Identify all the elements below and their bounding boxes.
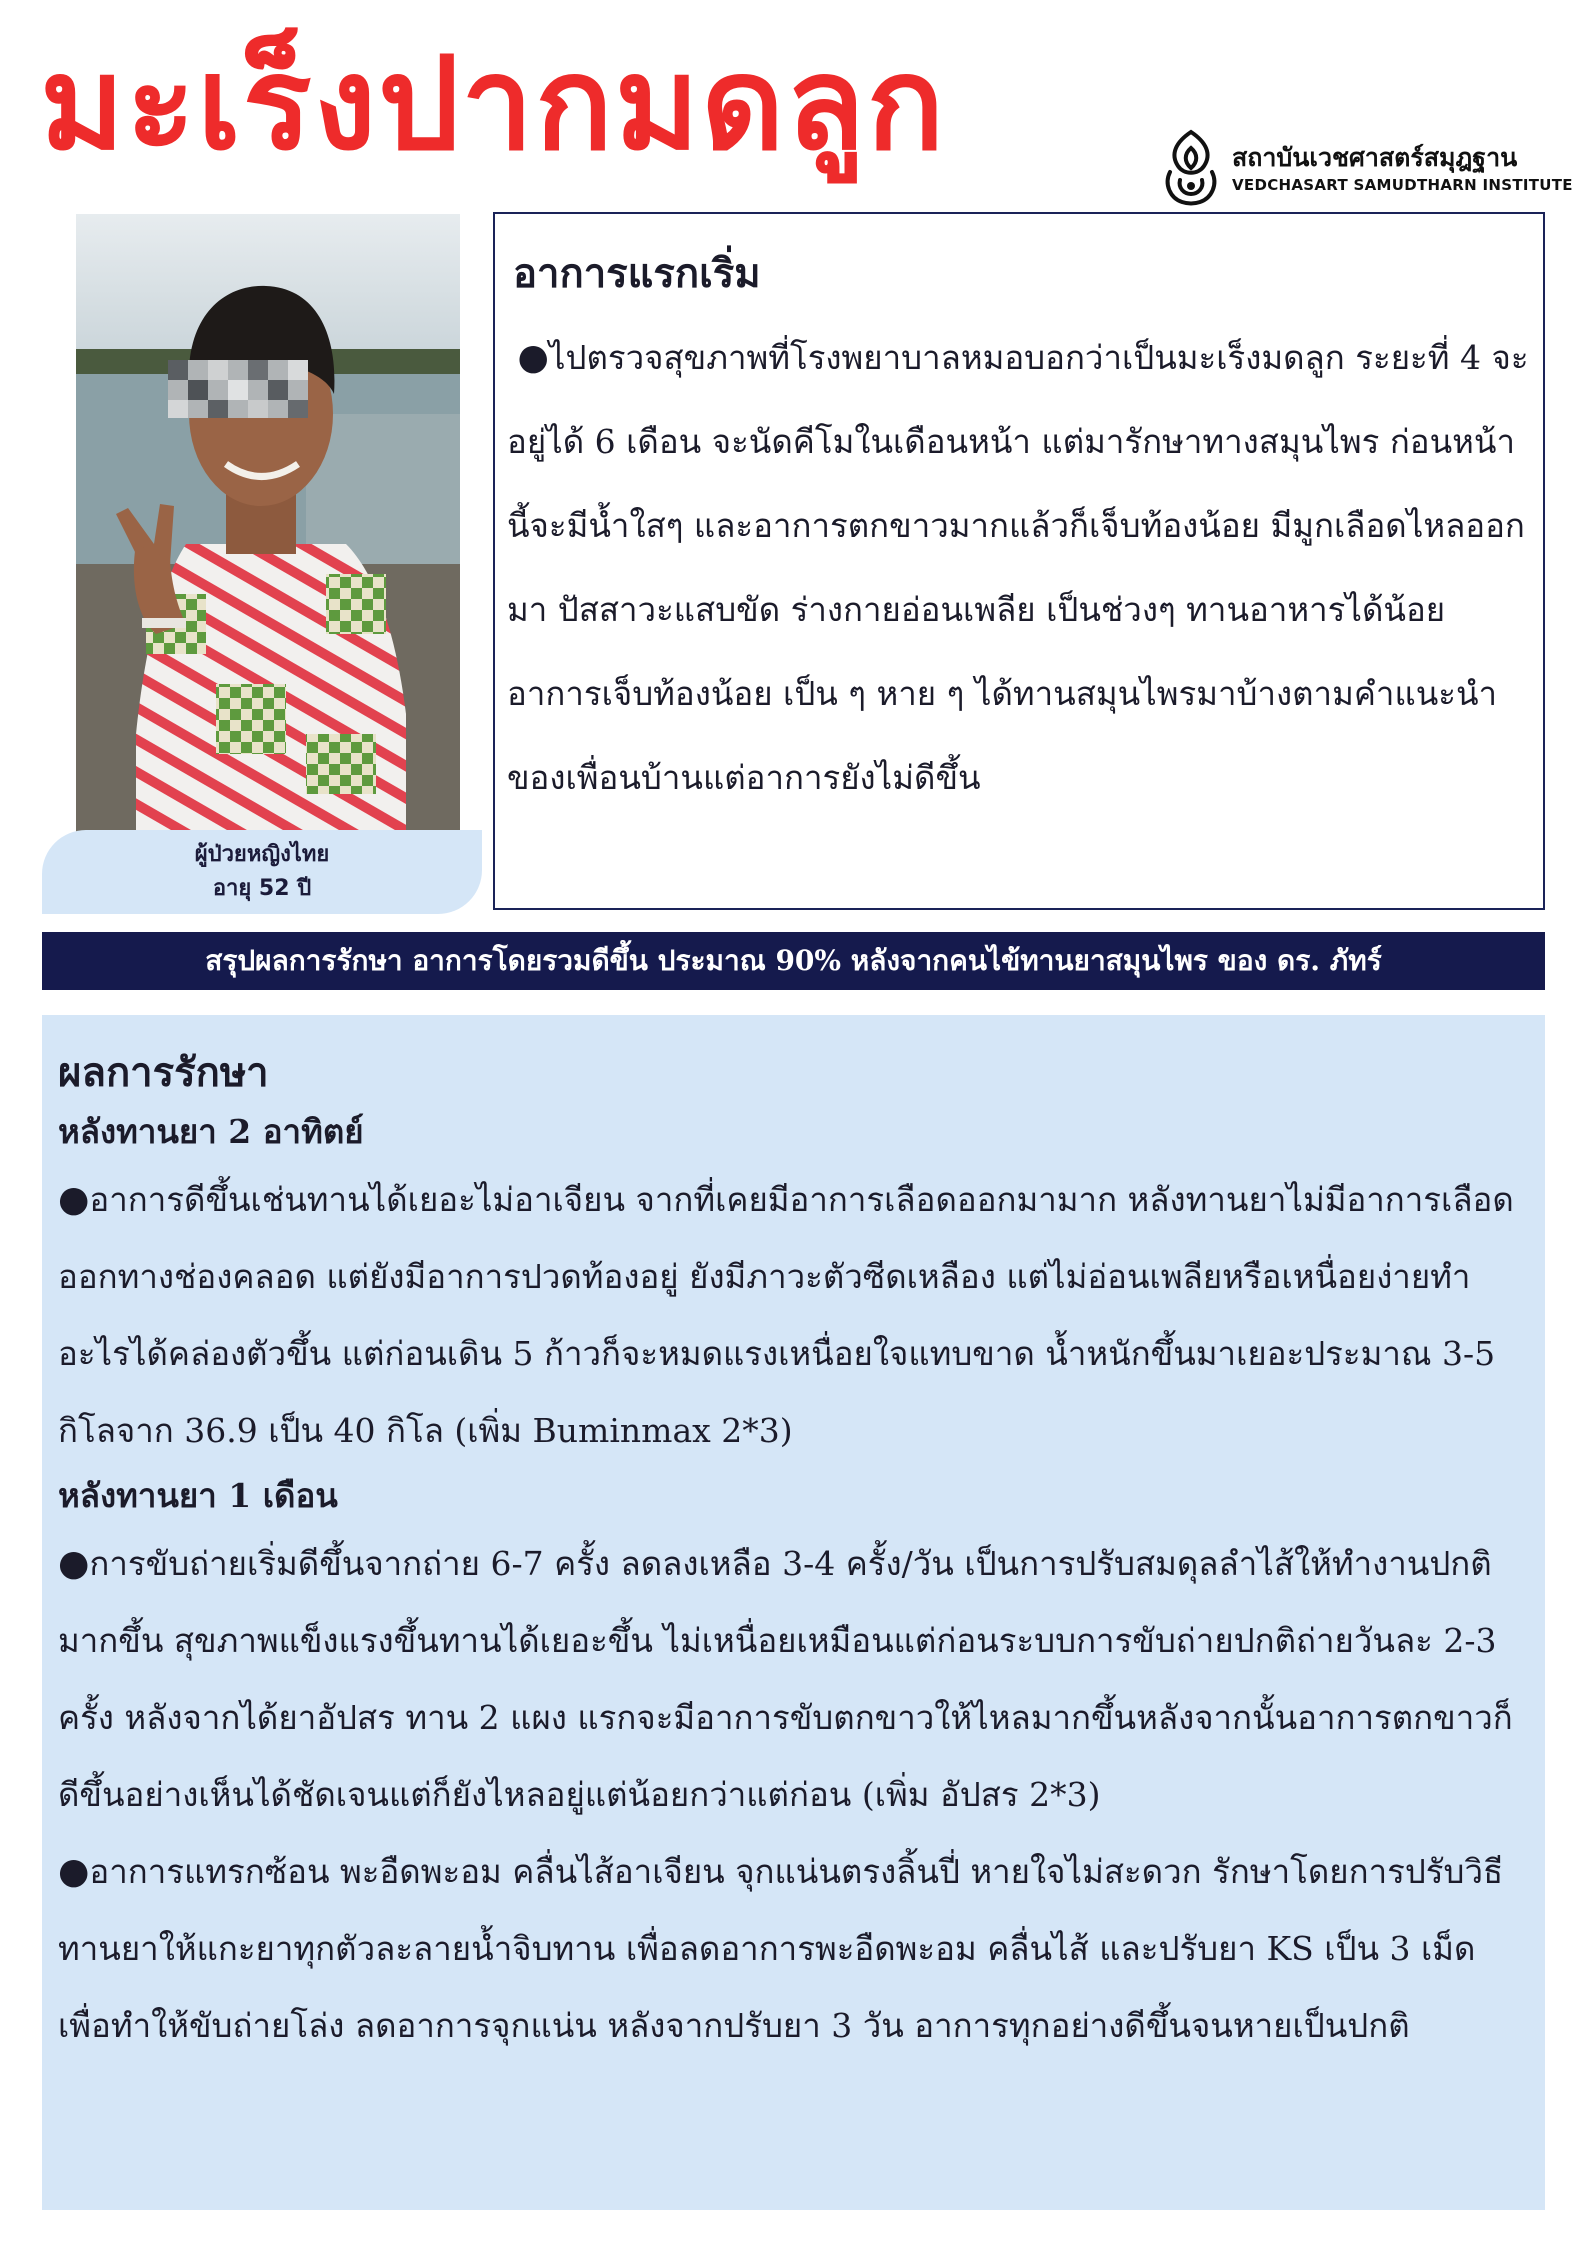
initial-symptoms-heading: อาการแรกเริ่ม: [513, 250, 761, 297]
result-text-2-weeks: อาการดีขึ้นเช่นทานได้เยอะไม่อาเจียน จากที่เคยมีอาการเลือดออกมามาก หลังทานยาไม่มีอาการเลือดออกทางช่องคลอด แต่ยังมีอาการปวดท้องอยู่ ยังมีภาวะตัวซีดเหลือง แต่ไม่อ่อนเพลียหรือเหนื่อยง่ายทำอะไรได้คล่องตัวขึ้น แต่ก่อนเดิน 5 ก้าวก็จะหมดแรงเหนื่อยใจแทบขาด น้ำหนักขึ้นมาเยอะประมาณ 3-5 กิโลจาก 36.9 เป็น 40 กิโล (เพิ่ม Buminmax 2*3): [58, 1180, 1514, 1450]
institute-name-th: สถาบันเวชศาสตร์สมุฎฐาน: [1232, 143, 1518, 172]
patient-photo: [76, 214, 460, 832]
period-label-2-weeks: หลังทานยา 2 อาทิตย์: [58, 1112, 364, 1151]
period-label-1-month: หลังทานยา 1 เดือน: [58, 1476, 338, 1515]
initial-symptoms-body: ไปตรวจสุขภาพที่โรงพยาบาลหมอบอกว่าเป็นมะเร็งมดลูก ระยะที่ 4 จะอยู่ได้ 6 เดือน จะนัดคีโมในเดือนหน้า แต่มารักษาทางสมุนไพร ก่อนหน้านี้จะมีน้ำใสๆ และอาการตกขาวมากแล้วก็เจ็บท้องน้อย มีมูกเลือดไหลออกมา ปัสสาวะแสบขัด ร่างกายอ่อนเพลีย เป็นช่วงๆ ทานอาหารได้น้อยอาการเจ็บท้องน้อย เป็น ๆ หาย ๆ ได้ทานสมุนไพรมาบ้างตามคำแนะนำของเพื่อนบ้านแต่อาการยังไม่ดีขึ้น: [507, 338, 1529, 797]
result-paragraph-2-weeks: [58, 1161, 1529, 1469]
bullet-icon: ●: [58, 1179, 90, 1220]
patient-photo-image: [76, 214, 460, 832]
patient-caption-gender: ผู้ป่วยหญิงไทย: [194, 842, 330, 867]
bullet-icon: ●: [517, 337, 549, 378]
bullet-icon: ●: [58, 1543, 90, 1584]
result-paragraph-1-month-a: [58, 1525, 1529, 1833]
institute-emblem-icon: [1160, 128, 1222, 208]
institute-name-en: VEDCHASART SAMUDTHARN INSTITUTE: [1232, 176, 1573, 194]
patient-caption-age: อายุ 52 ปี: [212, 876, 312, 901]
initial-symptoms-text: [507, 316, 1529, 820]
treatment-summary-banner: สรุปผลการรักษา อาการโดยรวมดีขึ้น ประมาณ 90% หลังจากคนไข้ทานยาสมุนไพร ของ ดร. ภัทร์: [42, 932, 1545, 990]
treatment-results-heading: ผลการรักษา: [58, 1049, 269, 1096]
result-text-1-month-b: อาการแทรกซ้อน พะอืดพะอม คลื่นไส้อาเจียน จุกแน่นตรงลิ้นปี่ หายใจไม่สะดวก รักษาโดยการปรับวิธีทานยาให้แกะยาทุกตัวละลายน้ำจิบทาน เพื่อลดอาการพะอืดพะอม คลื่นไส้ และปรับยา KS เป็น 3 เม็ด เพื่อทำให้ขับถ่ายโล่ง ลดอาการจุกแน่น หลังจากปรับยา 3 วัน อาการทุกอย่างดีขึ้นจนหายเป็นปกติ: [58, 1852, 1504, 2045]
initial-symptoms-box: [493, 212, 1545, 910]
bullet-icon: ●: [58, 1851, 90, 1892]
result-paragraph-1-month-b: [58, 1833, 1529, 2064]
page-title: มะเร็งปากมดลูก: [40, 30, 947, 179]
patient-caption: [42, 830, 482, 914]
institute-logo: [1160, 128, 1573, 208]
treatment-results-section: [42, 1015, 1545, 2210]
result-text-1-month-a: การขับถ่ายเริ่มดีขึ้นจากถ่าย 6-7 ครั้ง ลดลงเหลือ 3-4 ครั้ง/วัน เป็นการปรับสมดุลลำไส้ให้ทำงานปกติมากขึ้น สุขภาพแข็งแรงขึ้นทานได้เยอะขึ้น ไม่เหนื่อยเหมือนแต่ก่อนระบบการขับถ่ายปกติถ่ายวันละ 2-3 ครั้ง หลังจากได้ยาอัปสร ทาน 2 แผง แรกจะมีอาการขับตกขาวให้ไหลมากขึ้นหลังจากนั้นอาการตกขาวก็ดีขึ้นอย่างเห็นได้ชัดเจนแต่ก็ยังไหลอยู่แต่น้อยกว่าแต่ก่อน (เพิ่ม อัปสร 2*3): [58, 1544, 1513, 1814]
